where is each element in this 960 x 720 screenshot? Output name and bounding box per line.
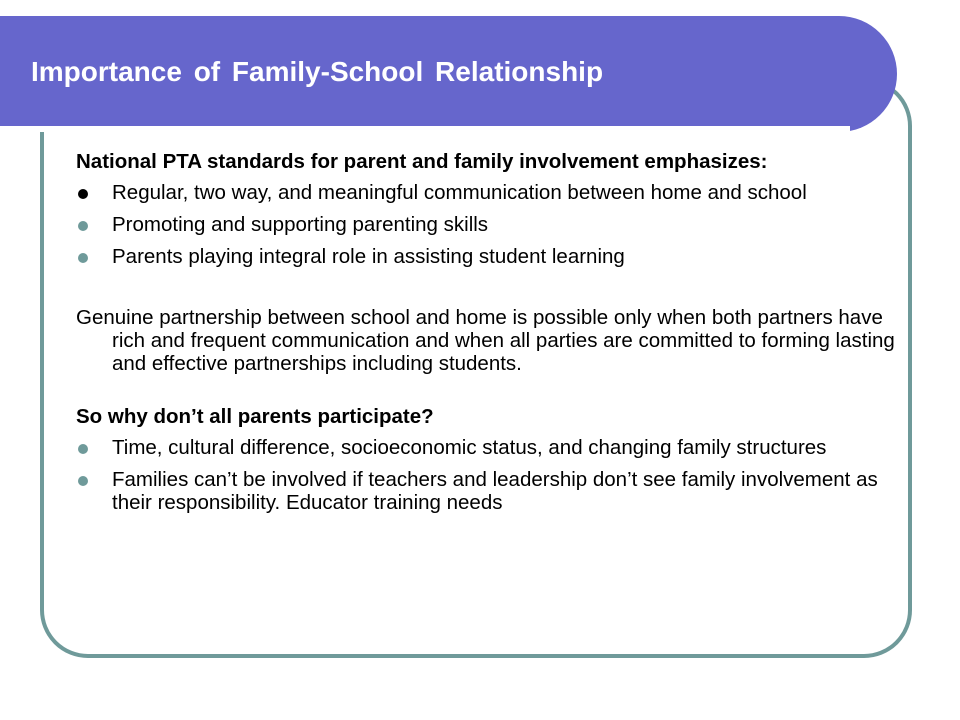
title-underline xyxy=(0,126,850,132)
question-heading: So why don’t all parents participate? xyxy=(76,405,434,428)
standard-item xyxy=(76,245,896,268)
bullet-icon xyxy=(78,221,88,231)
reason-item xyxy=(76,436,896,459)
intro-heading: National PTA standards for parent and family involvement emphasizes: xyxy=(76,150,768,173)
standard-text: Regular, two way, and meaningful communication between home and school xyxy=(112,181,807,204)
standard-item xyxy=(76,213,896,236)
bullet-icon xyxy=(78,444,88,454)
bullet-icon xyxy=(78,253,88,263)
slide-body xyxy=(76,150,896,514)
standard-item xyxy=(76,181,896,204)
bullet-icon xyxy=(78,476,88,486)
standard-text: Parents playing integral role in assisting student learning xyxy=(112,245,625,268)
partnership-paragraph: Genuine partnership between school and home is possible only when both partners have rich and frequent communication and when all parties are committed to forming lasting and effective partnerships including students. xyxy=(76,306,895,375)
reason-text: Families can’t be involved if teachers and leadership don’t see family involvement as their responsibility. Educator training needs xyxy=(112,468,878,514)
reason-item xyxy=(76,468,896,514)
standard-text: Promoting and supporting parenting skills xyxy=(112,213,489,236)
reason-text: Time, cultural difference, socioeconomic status, and changing family structures xyxy=(112,436,827,459)
slide-title: Importance of Family-School Relationship xyxy=(31,56,604,87)
bullet-icon xyxy=(78,189,88,199)
